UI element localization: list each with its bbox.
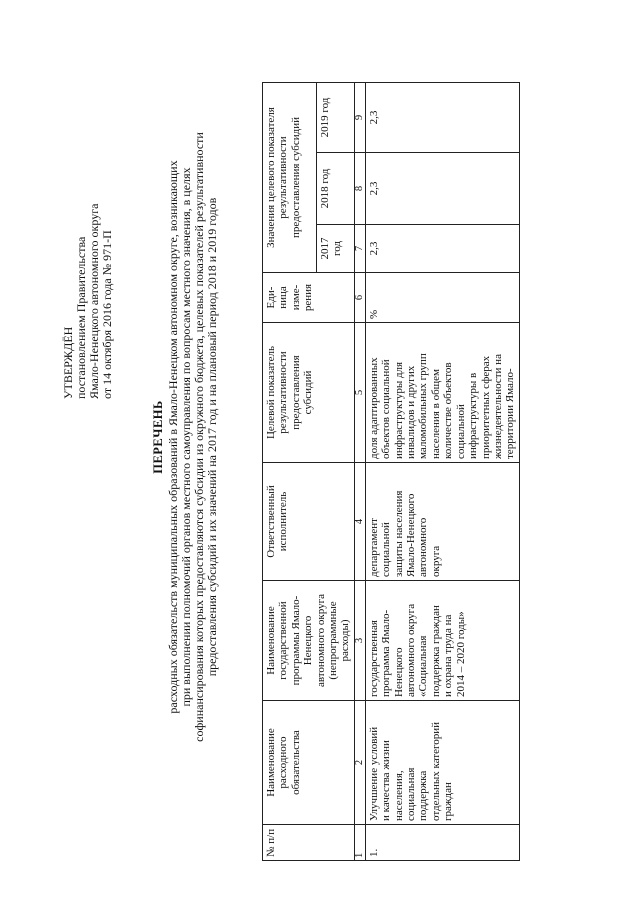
- approval-line: от 14 октября 2016 года № 971-П: [100, 230, 114, 399]
- document-page: [40, 37, 600, 867]
- header-indicator: Целевой показатель результативности предоставления субсидий: [263, 323, 355, 463]
- header-year-2017: 2017 год: [316, 225, 354, 273]
- header-obligation: Наименование расходного обязательства: [263, 701, 355, 825]
- approval-line: Ямало-Ненецкого автономного округа: [87, 203, 101, 399]
- column-numbers-row: [354, 83, 365, 861]
- heading-line: расходных обязательств муниципальных образований в Ямало-Ненецком автономном округе, возникающих: [166, 160, 180, 714]
- obligations-table: [262, 82, 520, 861]
- row-indicator: доля адаптированных объектов социальной инфраструктуры для инвалидов и других маломобильных групп населения в общем количестве объектов социальной инфраструктуры в приоритетных сферах жизнедеятельности на территории Ямало-: [365, 323, 519, 463]
- column-number: 1: [354, 825, 365, 861]
- header-executor: Ответственный исполнитель: [263, 463, 355, 581]
- header-program: Наименование государственной программы Ямало- Ненецкого автономного округа (непрограммные расходы): [263, 581, 355, 701]
- document-title: ПЕРЕЧЕНЬ: [151, 400, 165, 474]
- header-row: [263, 83, 317, 861]
- document-heading: [152, 87, 219, 787]
- header-values-group: Значения целевого показателя результативности предоставления субсидий: [263, 83, 317, 273]
- row-executor: департамент социальной защиты населения Ямало-Ненецкого автономного округа: [365, 463, 519, 581]
- column-number: 3: [354, 581, 365, 701]
- column-number: 9: [354, 83, 365, 153]
- row-num: 1.: [365, 825, 519, 861]
- approval-block: [62, 69, 114, 399]
- approval-line: постановлением Правительства: [74, 236, 88, 399]
- header-year-2018: 2018 год: [316, 153, 354, 225]
- column-number: 7: [354, 225, 365, 273]
- header-num: № п/п: [263, 825, 355, 861]
- row-program: государственная программа Ямало- Ненецкого автономного округа «Социальная поддержка граждан и охрана труда на 2014 – 2020 годы»: [365, 581, 519, 701]
- row-value-2018: 2,3: [365, 153, 519, 225]
- column-number: 8: [354, 153, 365, 225]
- header-unit: Еди- ница изме- рения: [263, 273, 355, 323]
- heading-line: софинансирования которых предоставляются субсидии из окружного бюджета, целевых показателей результативности: [192, 132, 206, 742]
- column-number: 4: [354, 463, 365, 581]
- table-row: [365, 83, 519, 861]
- column-number: 5: [354, 323, 365, 463]
- row-value-2019: 2,3: [365, 83, 519, 153]
- header-year-2019: 2019 год: [316, 83, 354, 153]
- row-unit: %: [365, 273, 519, 323]
- column-number: 2: [354, 701, 365, 825]
- row-obligation: Улучшение условий и качества жизни населения, социальная поддержка отдельных категорий граждан: [365, 701, 519, 825]
- approval-title: УТВЕРЖДЁН: [61, 326, 75, 399]
- heading-line: предоставления субсидий и их значений на 2017 год и на плановый период 2018 и 2019 годов: [205, 197, 219, 677]
- column-number: 6: [354, 273, 365, 323]
- row-value-2017: 2,3: [365, 225, 519, 273]
- heading-line: при выполнении полномочий органов местного самоуправления по вопросам местного значения, в целях: [179, 167, 193, 707]
